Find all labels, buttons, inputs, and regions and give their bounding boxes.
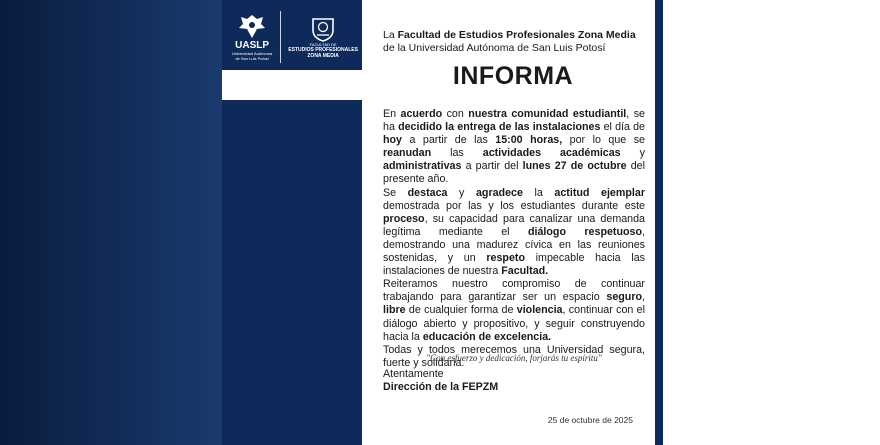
white-tab <box>222 70 362 100</box>
motto-quote: "Con esfuerzo y dedicación, forjarás tu espíritu" <box>426 353 602 363</box>
bold-text: educación de excelencia. <box>422 330 552 343</box>
text: , su capacidad para canalizar una demanda legítima mediante el <box>383 212 645 238</box>
notice-body <box>383 108 645 370</box>
intro-faculty-name: Facultad de Estudios Profesionales Zona Media <box>397 29 636 41</box>
paragraph-2 <box>383 187 645 279</box>
signer-name: Dirección de la FEPZM <box>383 381 499 393</box>
fepzm-emblem-icon <box>310 16 336 42</box>
fepzm-line-1: FACULTAD DE <box>309 41 337 47</box>
signature-block <box>383 368 645 394</box>
bold-text: nuestra comunidad estudiantil <box>468 108 627 120</box>
bold-text: proceso <box>383 212 425 225</box>
bold-text: acuerdo <box>400 108 443 120</box>
bold-text: actitud ejemplar <box>554 186 645 199</box>
fepzm-line-3: ZONA MEDIA <box>307 52 339 59</box>
text: de cualquier forma de <box>405 304 517 317</box>
bold-text: lunes 27 de octubre <box>522 160 627 173</box>
text: demostrada por las y los estudiantes durante este <box>383 199 645 212</box>
shield-eagle-icon <box>237 14 267 40</box>
paragraph-4: Todas y todos merecemos una Universidad segura, fuerte y solidaria. <box>383 343 645 369</box>
text: a partir de las <box>402 134 496 147</box>
text: por lo que se <box>562 134 645 147</box>
bold-text: reanudan <box>383 147 432 160</box>
text: , se ha <box>383 108 646 134</box>
logo-bar <box>232 6 358 68</box>
text: y <box>447 186 476 199</box>
intro-pre: La <box>383 29 398 41</box>
text: la <box>522 186 555 199</box>
text: con <box>442 108 469 120</box>
text: del presente año. <box>383 160 646 186</box>
text: a partir del <box>461 160 523 173</box>
text: el día de <box>600 121 645 134</box>
text: y <box>620 147 645 160</box>
bold-text: destaca <box>407 186 448 199</box>
text: En <box>383 108 401 120</box>
uaslp-logo <box>232 14 272 61</box>
text: , demostrando una madurez cívica en las reuniones sostenidas, y un <box>383 225 645 265</box>
intro-text <box>383 29 645 55</box>
bold-text: seguro <box>606 291 643 304</box>
fepzm-logo <box>288 16 358 59</box>
fepzm-line-2: ESTUDIOS PROFESIONALES <box>288 46 358 53</box>
closing-text: Atentamente <box>383 368 444 380</box>
edge-bar <box>655 0 663 445</box>
bold-text: 15:00 horas, <box>495 134 563 147</box>
bold-text: Facultad. <box>501 265 549 278</box>
logo-divider <box>280 11 281 63</box>
uaslp-subtitle-1: Universidad Autónoma <box>232 50 273 56</box>
bold-text: libre <box>383 304 406 317</box>
text: Reiteramos nuestro compromiso de continuar trabajando para garantizar ser un espacio <box>383 278 645 304</box>
text: impecable hacia las instalaciones de nuestra <box>383 252 645 278</box>
text: Se <box>383 186 408 199</box>
paragraph-1 <box>383 108 645 187</box>
bold-text: hoy <box>383 134 403 147</box>
background-right <box>655 0 880 445</box>
page-title: INFORMA <box>452 62 574 90</box>
intro-post: de la Universidad Autónoma de San Luis Potosí <box>383 42 606 54</box>
bold-text: diálogo respetuoso <box>527 225 643 238</box>
text: , continuar con el diálogo abierto y propositivo, y seguir construyendo hacia la <box>383 304 646 343</box>
document-date: 25 de octubre de 2025 <box>547 415 633 425</box>
bold-text: decidido la entrega de las instalaciones <box>398 121 601 134</box>
bold-text: respeto <box>486 252 525 265</box>
uaslp-subtitle-2: de San Luis Potosí <box>235 55 269 61</box>
text: las <box>431 147 483 160</box>
uaslp-name: UASLP <box>235 39 270 51</box>
text: , <box>642 291 645 304</box>
bold-text: administrativas <box>383 160 462 173</box>
bold-text: actividades académicas <box>482 147 621 160</box>
bold-text: agradece <box>475 186 523 199</box>
bold-text: violencia <box>516 304 563 317</box>
background-left <box>0 0 222 445</box>
paragraph-3 <box>383 278 645 343</box>
